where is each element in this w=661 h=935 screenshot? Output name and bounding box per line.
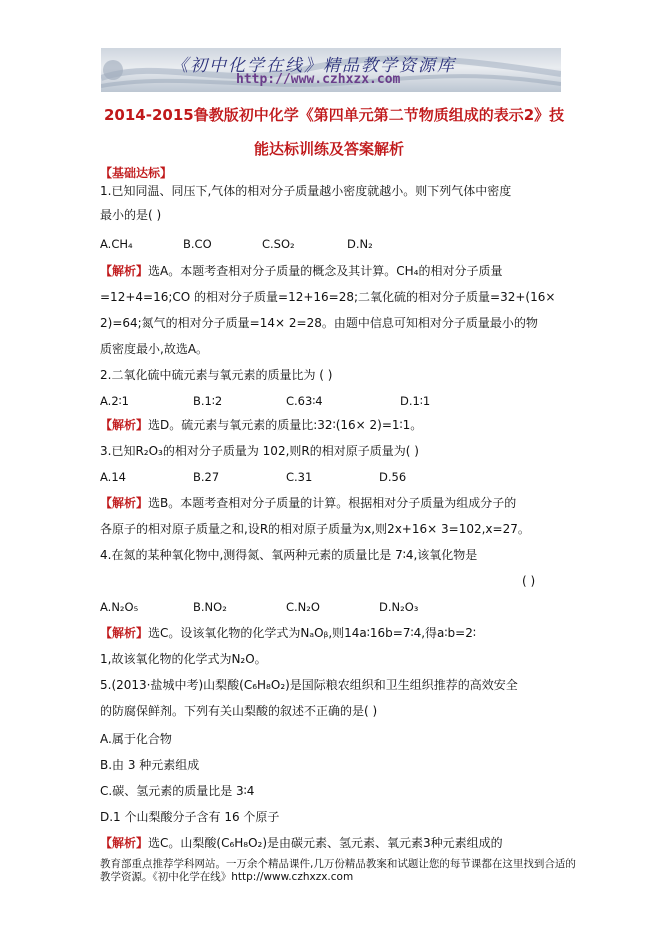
- analysis-label: 【解析】: [100, 264, 149, 278]
- q4-option-b: B.NO₂: [193, 600, 227, 614]
- q5-option-c: C.碳、氢元素的质量比是 3∶4: [100, 784, 255, 798]
- q1-line1: 1.已知同温、同压下,气体的相对分子质量越小密度就越小。则下列气体中密度: [100, 184, 512, 198]
- q5-line2: 的防腐保鲜剂。下列有关山梨酸的叙述不正确的是( ): [100, 704, 378, 718]
- q1-analysis-line4: 质密度最小,故选A。: [100, 342, 209, 356]
- q1-analysis-line1: 【解析】选A。本题考查相对分子质量的概念及其计算。CH₄的相对分子质量: [100, 264, 503, 278]
- q2-option-c: C.63∶4: [286, 394, 323, 408]
- q5-analysis-line1: 【解析】选C。山梨酸(C₆H₈O₂)是由碳元素、氢元素、氧元素3种元素组成的: [100, 836, 503, 850]
- header-banner: [101, 48, 561, 92]
- q3-line1: 3.已知R₂O₃的相对分子质量为 102,则R的相对原子质量为( ): [100, 444, 419, 458]
- banner-url[interactable]: http://www.czhxzx.com: [236, 72, 401, 87]
- q1-option-d: D.N₂: [347, 237, 373, 251]
- section-label: 【基础达标】: [100, 166, 173, 180]
- q1-option-b: B.CO: [183, 237, 212, 251]
- footer-line1: 教育部重点推荐学科网站。一万余个精品课件,几万份精品教案和试题让您的每节课都在这里找到合适的: [100, 858, 576, 870]
- q3-analysis-line2: 各原子的相对原子质量之和,设R的相对原子质量为x,则2x+16× 3=102,x=27。: [100, 522, 530, 536]
- q3-option-c: C.31: [286, 470, 313, 484]
- q4-option-c: C.N₂O: [286, 600, 320, 614]
- q5-option-d: D.1 个山梨酸分子含有 16 个原子: [100, 810, 280, 824]
- q2-option-b: B.1∶2: [193, 394, 223, 408]
- q1-line2: 最小的是( ): [100, 208, 162, 222]
- q2-analysis: 【解析】选D。硫元素与氧元素的质量比:32∶(16× 2)=1∶1。: [100, 418, 423, 432]
- q1-option-c: C.SO₂: [262, 237, 295, 251]
- banner-title: 《初中化学在线》精品教学资源库: [171, 56, 456, 76]
- q2-option-a: A.2∶1: [100, 394, 129, 408]
- doc-title-line1: 2014-2015鲁教版初中化学《第四单元第二节物质组成的表示2》技: [104, 106, 565, 124]
- q2-option-d: D.1∶1: [400, 394, 431, 408]
- q3-analysis-line1: 【解析】选B。本题考查相对分子质量的计算。根据相对分子质量为组成分子的: [100, 496, 517, 510]
- q5-option-a: A.属于化合物: [100, 732, 172, 746]
- q4-analysis-line2: 1,故该氧化物的化学式为N₂O。: [100, 652, 267, 666]
- q1-analysis-line2: =12+4=16;CO 的相对分子质量=12+16=28;二氧化硫的相对分子质量=32+(16×: [100, 290, 556, 304]
- q5-option-b: B.由 3 种元素组成: [100, 758, 200, 772]
- q4-option-a: A.N₂O₅: [100, 600, 139, 614]
- q4-analysis-line1: 【解析】选C。设该氧化物的化学式为NₐOᵦ,则14a∶16b=7∶4,得a∶b=2∶: [100, 626, 476, 640]
- q5-line1: 5.(2013·盐城中考)山梨酸(C₆H₈O₂)是国际粮农组织和卫生组织推荐的高效安全: [100, 678, 518, 692]
- q4-answer-blank: ( ): [522, 574, 536, 588]
- q3-option-d: D.56: [379, 470, 407, 484]
- q4-option-d: D.N₂O₃: [379, 600, 419, 614]
- footer-line2: 教学资源。《初中化学在线》http://www.czhxzx.com: [100, 871, 354, 883]
- q2-line1: 2.二氧化硫中硫元素与氧元素的质量比为 ( ): [100, 368, 333, 382]
- q1-analysis-line3: 2)=64;氮气的相对分子质量=14× 2=28。由题中信息可知相对分子质量最小的物: [100, 316, 538, 330]
- doc-title-line2: 能达标训练及答案解析: [254, 140, 405, 158]
- q1-option-a: A.CH₄: [100, 237, 133, 251]
- q3-option-a: A.14: [100, 470, 126, 484]
- q3-option-b: B.27: [193, 470, 220, 484]
- q4-line1: 4.在氮的某种氧化物中,测得氮、氧两种元素的质量比是 7∶4,该氧化物是: [100, 548, 478, 562]
